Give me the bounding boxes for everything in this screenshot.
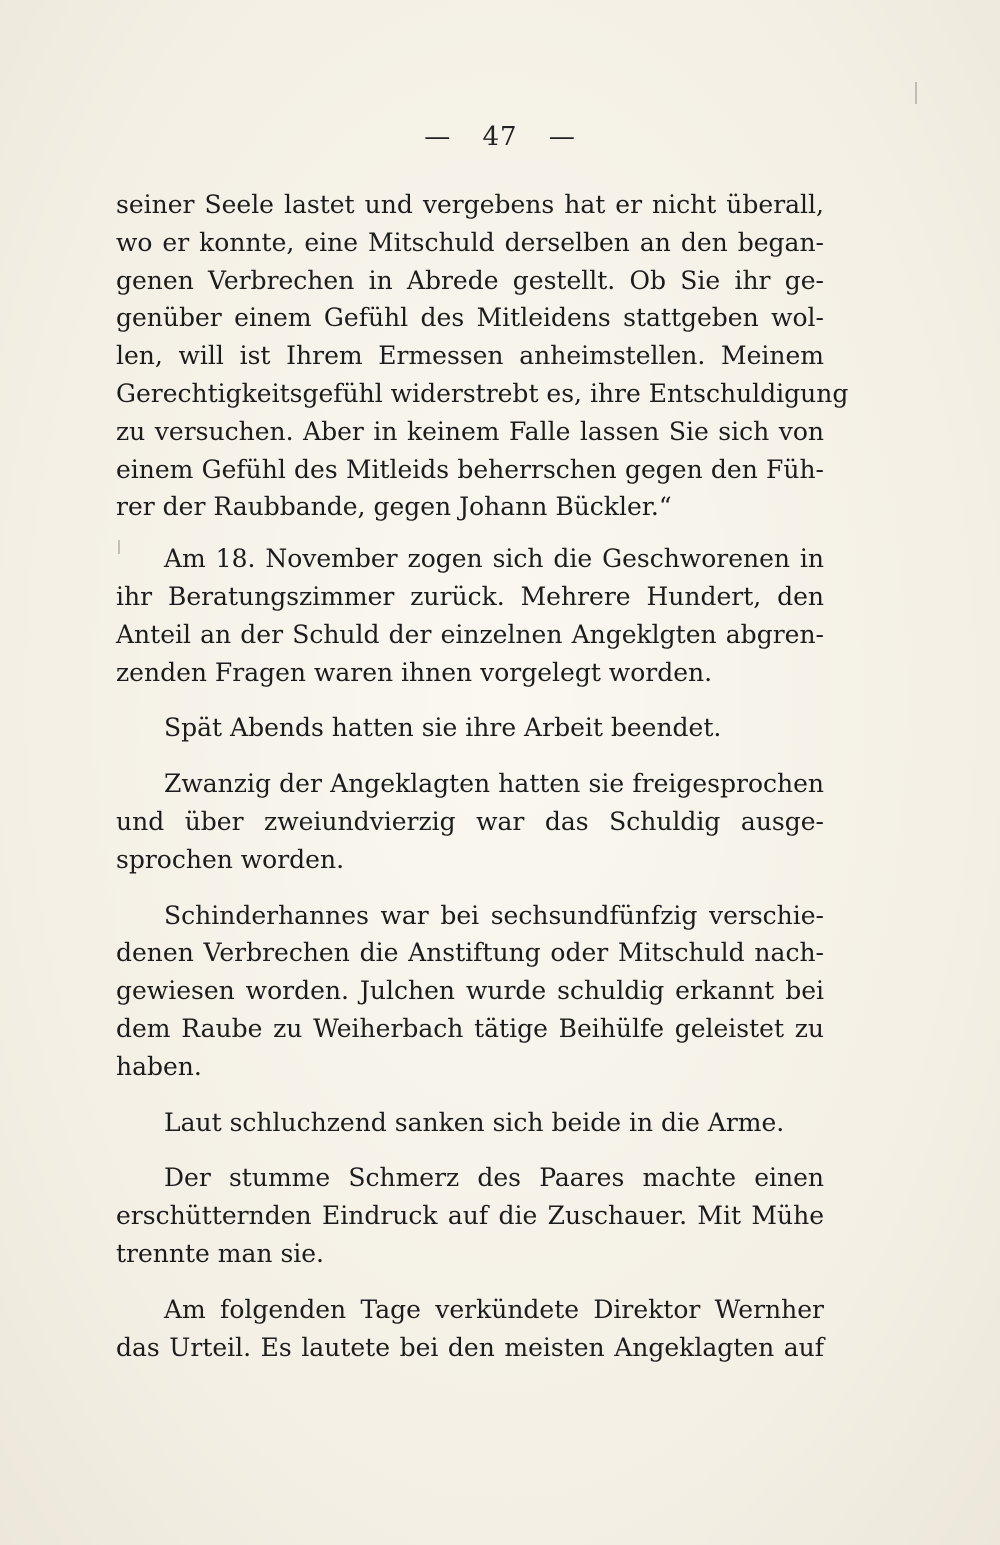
- text-line: gewiesen worden. Julchen wurde schuldig erkannt bei: [116, 976, 824, 1006]
- paragraph-2: [116, 540, 824, 691]
- text-line: Am 18. November zogen sich die Geschworenen in: [164, 544, 824, 574]
- text-line: Anteil an der Schuld der einzelnen Angeklgten abgren-: [116, 619, 824, 649]
- text-line: und über zweiundvierzig war das Schuldig ausge-: [116, 806, 824, 836]
- text-line: len, will ist Ihrem Ermessen anheimstellen. Meinem: [116, 341, 824, 371]
- paper-speck: [915, 82, 917, 104]
- paragraph-4: [116, 765, 824, 878]
- text-line: genen Verbrechen in Abrede gestellt. Ob Sie ihr ge-: [116, 265, 824, 295]
- text-line: rer der Raubbande, gegen Johann Bückler.“: [116, 492, 672, 522]
- paragraph-8: [116, 1291, 824, 1367]
- text-line: zenden Fragen waren ihnen vorgelegt worden.: [116, 657, 713, 687]
- paragraph-1: [116, 186, 849, 526]
- paragraph-6: [116, 1104, 824, 1142]
- paragraph-5: [116, 897, 824, 1086]
- text-line: sprochen worden.: [116, 844, 345, 874]
- text-line: denen Verbrechen die Anstiftung oder Mitschuld nach-: [116, 938, 824, 968]
- text-line: ihr Beratungszimmer zurück. Mehrere Hundert, den: [116, 581, 824, 611]
- text-line: Zwanzig der Angeklagten hatten sie freigesprochen: [164, 769, 824, 799]
- paragraph-7: [116, 1159, 824, 1272]
- body-text: [116, 186, 849, 1384]
- text-line: dem Raube zu Weiherbach tätige Beihülfe geleistet zu: [116, 1013, 824, 1043]
- text-line: Am folgenden Tage verkündete Direktor Wernher: [164, 1294, 824, 1324]
- text-line: wo er konnte, eine Mitschuld derselben an den began-: [116, 227, 824, 257]
- text-line: das Urteil. Es lautete bei den meisten Angeklagten auf: [116, 1332, 824, 1362]
- page-number-header: [0, 122, 1000, 152]
- header-dash-left: —: [424, 122, 452, 152]
- text-line: seiner Seele lastet und vergebens hat er nicht überall,: [116, 190, 824, 219]
- text-line: Gerechtigkeitsgefühl widerstrebt es, ihre Entschuldigung: [116, 378, 849, 408]
- text-line: Laut schluchzend sanken sich beide in die Arme.: [164, 1107, 785, 1137]
- text-line: zu versuchen. Aber in keinem Falle lassen Sie sich von: [116, 416, 824, 446]
- header-dash-right: —: [548, 122, 576, 152]
- text-line: erschütternden Eindruck auf die Zuschauer. Mit Mühe: [116, 1201, 824, 1231]
- text-line: haben.: [116, 1051, 202, 1081]
- text-line: Spät Abends hatten sie ihre Arbeit beendet.: [164, 713, 722, 743]
- text-line: einem Gefühl des Mitleids beherrschen gegen den Füh-: [116, 454, 824, 484]
- text-line: Schinderhannes war bei sechsundfünfzig verschie-: [164, 900, 824, 930]
- text-line: genüber einem Gefühl des Mitleidens stattgeben wol-: [116, 303, 824, 333]
- text-line: Der stumme Schmerz des Paares machte einen: [164, 1163, 824, 1193]
- page-number: 47: [482, 122, 518, 152]
- paragraph-3: [116, 709, 824, 747]
- text-line: trennte man sie.: [116, 1238, 325, 1268]
